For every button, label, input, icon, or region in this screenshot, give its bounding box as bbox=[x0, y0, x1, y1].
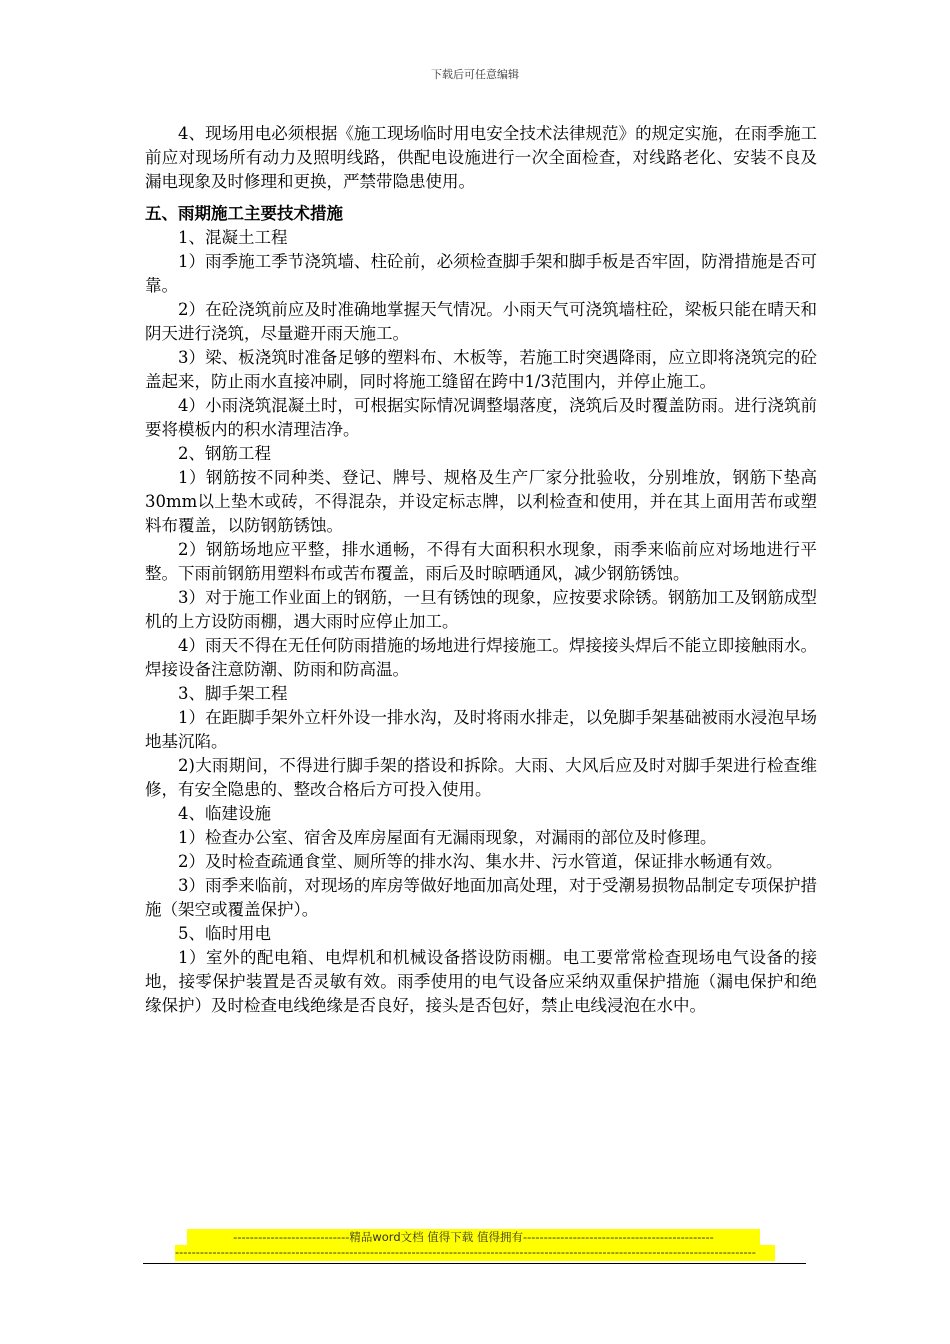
footer-banner-line: ----------------------------精品word文档 值得下载 值得拥有---------------------------------------------- bbox=[187, 1229, 760, 1245]
subsection-rebar: 2、钢筋工程 bbox=[178, 444, 271, 463]
header-note: 下载后可任意编辑 bbox=[431, 68, 519, 81]
document-body bbox=[145, 122, 817, 1018]
paragraph-concrete-4: 4）小雨浇筑混凝土时，可根据实际情况调整塌落度，浇筑后及时覆盖防雨。进行浇筑前要将模板内的积水清理洁净。 bbox=[145, 396, 817, 439]
paragraph-concrete-3: 3）梁、板浇筑时准备足够的塑料布、木板等，若施工时突遇降雨，应立即将浇筑完的砼盖起来，防止雨水直接冲刷，同时将施工缝留在跨中1/3范围内，并停止施工。 bbox=[145, 348, 817, 391]
paragraph-concrete-2: 2）在砼浇筑前应及时准确地掌握天气情况。小雨天气可浇筑墙柱砼，梁板只能在晴天和阴天进行浇筑，尽量避开雨天施工。 bbox=[145, 300, 817, 343]
paragraph-power-rules: 4、现场用电必须根据《施工现场临时用电安全技术法律规范》的规定实施，在雨季施工前应对现场所有动力及照明线路，供配电设施进行一次全面检查，对线路老化、安装不良及漏电现象及时修理和更换，严禁带隐患使用。 bbox=[145, 124, 817, 191]
paragraph-scaffolding-2: 2)大雨期间，不得进行脚手架的搭设和拆除。大雨、大风后应及时对脚手架进行检查维修，有安全隐患的、整改合格后方可投入使用。 bbox=[145, 756, 817, 799]
paragraph-facilities-3: 3）雨季来临前，对现场的库房等做好地面加高处理，对于受潮易损物品制定专项保护措施（架空或覆盖保护）。 bbox=[145, 876, 817, 919]
paragraph-facilities-2: 2）及时检查疏通食堂、厕所等的排水沟、集水井、污水管道，保证排水畅通有效。 bbox=[178, 852, 783, 871]
footer-dash-line: -------------------------------------------------------------------------------------------------------------------------------------------- bbox=[175, 1245, 775, 1261]
subsection-concrete: 1、混凝土工程 bbox=[178, 228, 288, 247]
paragraph-concrete-1: 1）雨季施工季节浇筑墙、柱砼前，必须检查脚手架和脚手板是否牢固，防滑措施是否可靠。 bbox=[145, 252, 817, 295]
subsection-temporary-facilities: 4、临建设施 bbox=[178, 804, 271, 823]
paragraph-power-1: 1）室外的配电箱、电焊机和机械设备搭设防雨棚。电工要常常检查现场电气设备的接地，接零保护装置是否灵敏有效。雨季使用的电气设备应采纳双重保护措施（漏电保护和绝缘保护）及时检查电线绝缘是否良好，接头是否包好，禁止电线浸泡在水中。 bbox=[145, 948, 817, 1015]
paragraph-rebar-3: 3）对于施工作业面上的钢筋，一旦有锈蚀的现象，应按要求除锈。钢筋加工及钢筋成型机的上方设防雨棚，遇大雨时应停止加工。 bbox=[145, 588, 817, 631]
section-title-rainy-season-measures: 五、雨期施工主要技术措施 bbox=[145, 204, 343, 223]
subsection-temporary-power: 5、临时用电 bbox=[178, 924, 271, 943]
subsection-scaffolding: 3、脚手架工程 bbox=[178, 684, 288, 703]
paragraph-facilities-1: 1）检查办公室、宿舍及库房屋面有无漏雨现象，对漏雨的部位及时修理。 bbox=[178, 828, 717, 847]
paragraph-rebar-1: 1）钢筋按不同种类、登记、牌号、规格及生产厂家分批验收，分别堆放，钢筋下垫高30mm以上垫木或砖，不得混杂，并设定标志牌，以利检查和使用，并在其上面用苦布或塑料布覆盖，以防钢筋锈蚀。 bbox=[145, 468, 817, 535]
paragraph-scaffolding-1: 1）在距脚手架外立杆外设一排水沟，及时将雨水排走，以免脚手架基础被雨水浸泡早场地基沉陷。 bbox=[145, 708, 817, 751]
paragraph-rebar-2: 2）钢筋场地应平整，排水通畅，不得有大面积积水现象，雨季来临前应对场地进行平整。下雨前钢筋用塑料布或苦布覆盖，雨后及时晾晒通风，减少钢筋锈蚀。 bbox=[145, 540, 817, 583]
paragraph-rebar-4: 4）雨天不得在无任何防雨措施的场地进行焊接施工。焊接接头焊后不能立即接触雨水。焊接设备注意防潮、防雨和防高温。 bbox=[145, 636, 817, 679]
footer-divider bbox=[143, 1263, 806, 1264]
